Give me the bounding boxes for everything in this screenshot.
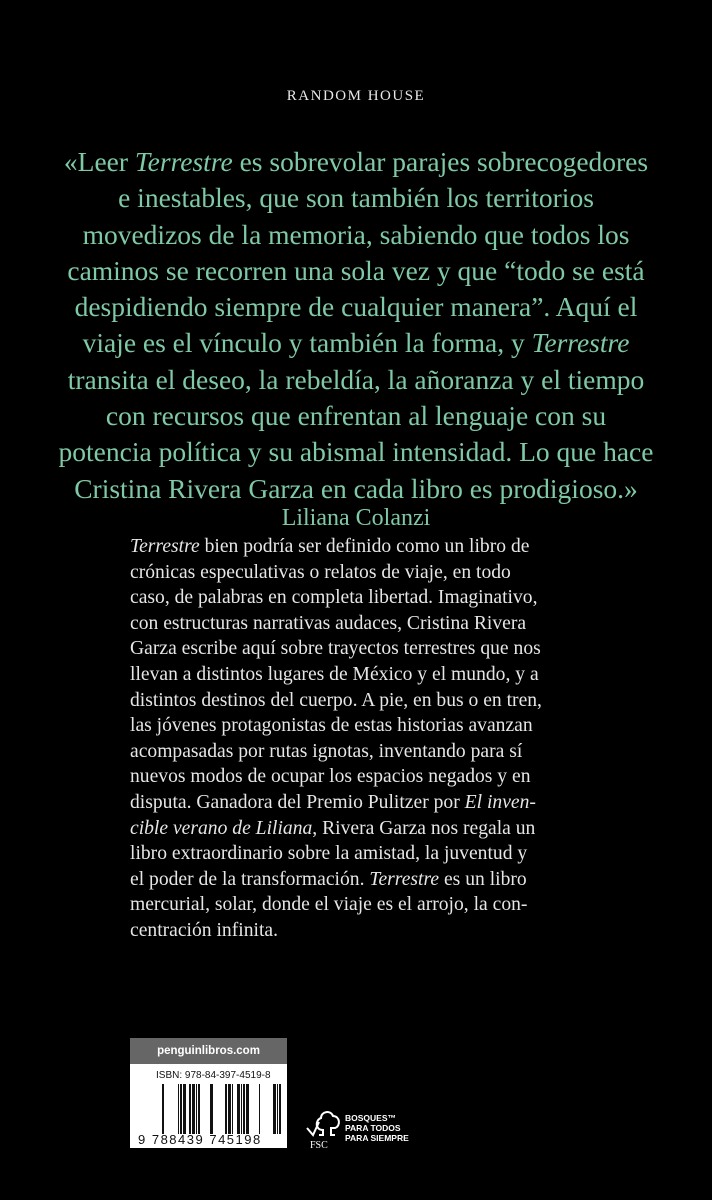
text-line	[130, 867, 600, 893]
italic-title: Terrestre	[531, 327, 630, 359]
text-segment: el poder de la transformación.	[130, 868, 370, 890]
barcode-bar	[243, 1084, 245, 1134]
barcode-bar	[183, 1084, 186, 1134]
text-line	[130, 739, 600, 765]
review-quote	[0, 144, 712, 507]
barcode-bar	[237, 1084, 240, 1134]
text-line	[130, 534, 600, 560]
text-line	[0, 217, 712, 253]
text-line	[0, 289, 712, 325]
text-segment: libro extraordinario sobre la amistad, la juventud y	[130, 843, 528, 865]
text-segment: las jóvenes protagonistas de estas historias avanzan	[130, 715, 533, 737]
text-segment: centración infinita.	[130, 919, 278, 941]
barcode-bar	[279, 1084, 281, 1134]
text-segment: crónicas especulativas o relatos de viaje, en todo	[130, 561, 511, 583]
text-segment: transita el deseo, la rebeldía, la añoranza y el tiempo	[67, 363, 645, 395]
text-line	[0, 434, 712, 470]
text-line	[130, 816, 600, 842]
barcode-bar	[162, 1084, 164, 1134]
barcode-bar	[228, 1084, 231, 1134]
text-line	[0, 325, 712, 361]
barcode-bar	[189, 1084, 191, 1134]
italic-title: Terrestre	[369, 868, 440, 890]
text-segment: con estructuras narrativas audaces, Cristina Rivera	[130, 612, 527, 634]
fsc-tree-icon	[305, 1108, 345, 1142]
fsc-slogan-line: PARA TODOS	[345, 1123, 401, 1133]
quote-author: Liliana Colanzi	[281, 505, 431, 531]
italic-title: El inven-	[464, 791, 536, 813]
barcode-bar	[178, 1084, 179, 1134]
text-segment: despidiendo siempre de cualquier manera”. Aquí el	[74, 291, 638, 323]
text-segment: mercurial, solar, donde el viaje es el arrojo, la con-	[130, 894, 528, 916]
text-segment: Cristina Rivera Garza en cada libro es prodigioso.»	[74, 472, 638, 504]
isbn-barcode	[130, 1038, 287, 1148]
text-segment: movedizos de la memoria, sabiendo que todos los	[82, 218, 630, 250]
text-line	[0, 398, 712, 434]
italic-title: Terrestre	[130, 536, 200, 557]
text-segment: distintos destinos del cuerpo. A pie, en bus o en tren,	[130, 689, 542, 711]
italic-title: Terrestre	[134, 146, 233, 177]
text-segment: nuevos modos de ocupar los espacios negados y en	[130, 766, 531, 788]
barcode-number: 9 788439 745198	[138, 1132, 262, 1147]
publisher-name: RANDOM HOUSE	[286, 88, 426, 104]
fsc-slogan-line: BOSQUES™	[345, 1113, 397, 1123]
barcode-bar	[198, 1084, 200, 1134]
text-line	[130, 688, 600, 714]
fsc-logo	[305, 1108, 425, 1153]
barcode-bar	[180, 1084, 182, 1134]
text-line	[0, 362, 712, 398]
barcode-bar	[273, 1084, 276, 1134]
barcode-bar	[241, 1084, 242, 1134]
text-segment: bien podría ser definido como un libro de	[199, 536, 530, 557]
fsc-slogan-line: PARA SIEMPRE	[345, 1133, 409, 1143]
text-segment: acompasadas por rutas ignotas, inventando para sí	[130, 740, 523, 762]
text-segment: e inestables, que son también los territorios	[118, 182, 594, 214]
text-segment: , Rivera Garza nos regala un	[312, 817, 536, 839]
text-line	[130, 764, 600, 790]
text-line	[130, 560, 600, 586]
text-segment: es sobrevolar parajes sobrecogedores	[232, 146, 649, 177]
fsc-label: FSC	[310, 1140, 328, 1151]
text-segment: caso, de palabras en completa libertad. Imaginativo,	[130, 587, 538, 609]
barcode-bars	[156, 1084, 282, 1134]
text-segment: Garza escribe aquí sobre trayectos terrestres que nos	[130, 638, 541, 660]
text-line	[130, 918, 600, 944]
barcode-bar	[259, 1084, 260, 1134]
barcode-bar	[192, 1084, 195, 1134]
text-segment: disputa. Ganadora del Premio Pulitzer por	[130, 791, 465, 813]
text-segment: con recursos que enfrentan al lenguaje con su	[105, 400, 607, 432]
text-segment: llevan a distintos lugares de México y el mundo, y a	[130, 663, 539, 685]
italic-title: cible verano de Liliana	[130, 817, 313, 839]
barcode-bar	[210, 1084, 213, 1134]
text-line	[130, 662, 600, 688]
text-line	[0, 180, 712, 216]
barcode-bar	[246, 1084, 249, 1134]
text-segment: viaje es el vínculo y también la forma, y	[82, 327, 532, 359]
book-synopsis	[130, 534, 600, 944]
text-line	[130, 713, 600, 739]
text-line	[130, 892, 600, 918]
barcode-bar	[232, 1084, 233, 1134]
text-segment: es un libro	[439, 868, 527, 890]
text-line	[130, 790, 600, 816]
text-line	[130, 611, 600, 637]
barcode-bar	[196, 1084, 197, 1134]
text-line	[130, 841, 600, 867]
text-line	[130, 636, 600, 662]
publisher-website: penguinlibros.com	[130, 1038, 287, 1064]
text-segment: potencia política y su abismal intensidad. Lo que hace	[58, 436, 654, 468]
barcode-bar	[225, 1084, 227, 1134]
isbn-text: ISBN: 978-84-397-4519-8	[156, 1070, 271, 1081]
text-line	[0, 471, 712, 507]
text-segment: «Leer	[63, 146, 135, 177]
barcode-bar	[277, 1084, 278, 1134]
text-line	[0, 144, 712, 180]
text-line	[130, 585, 600, 611]
text-segment: caminos se recorren una sola vez y que “todo se está	[67, 254, 645, 286]
text-line	[0, 253, 712, 289]
